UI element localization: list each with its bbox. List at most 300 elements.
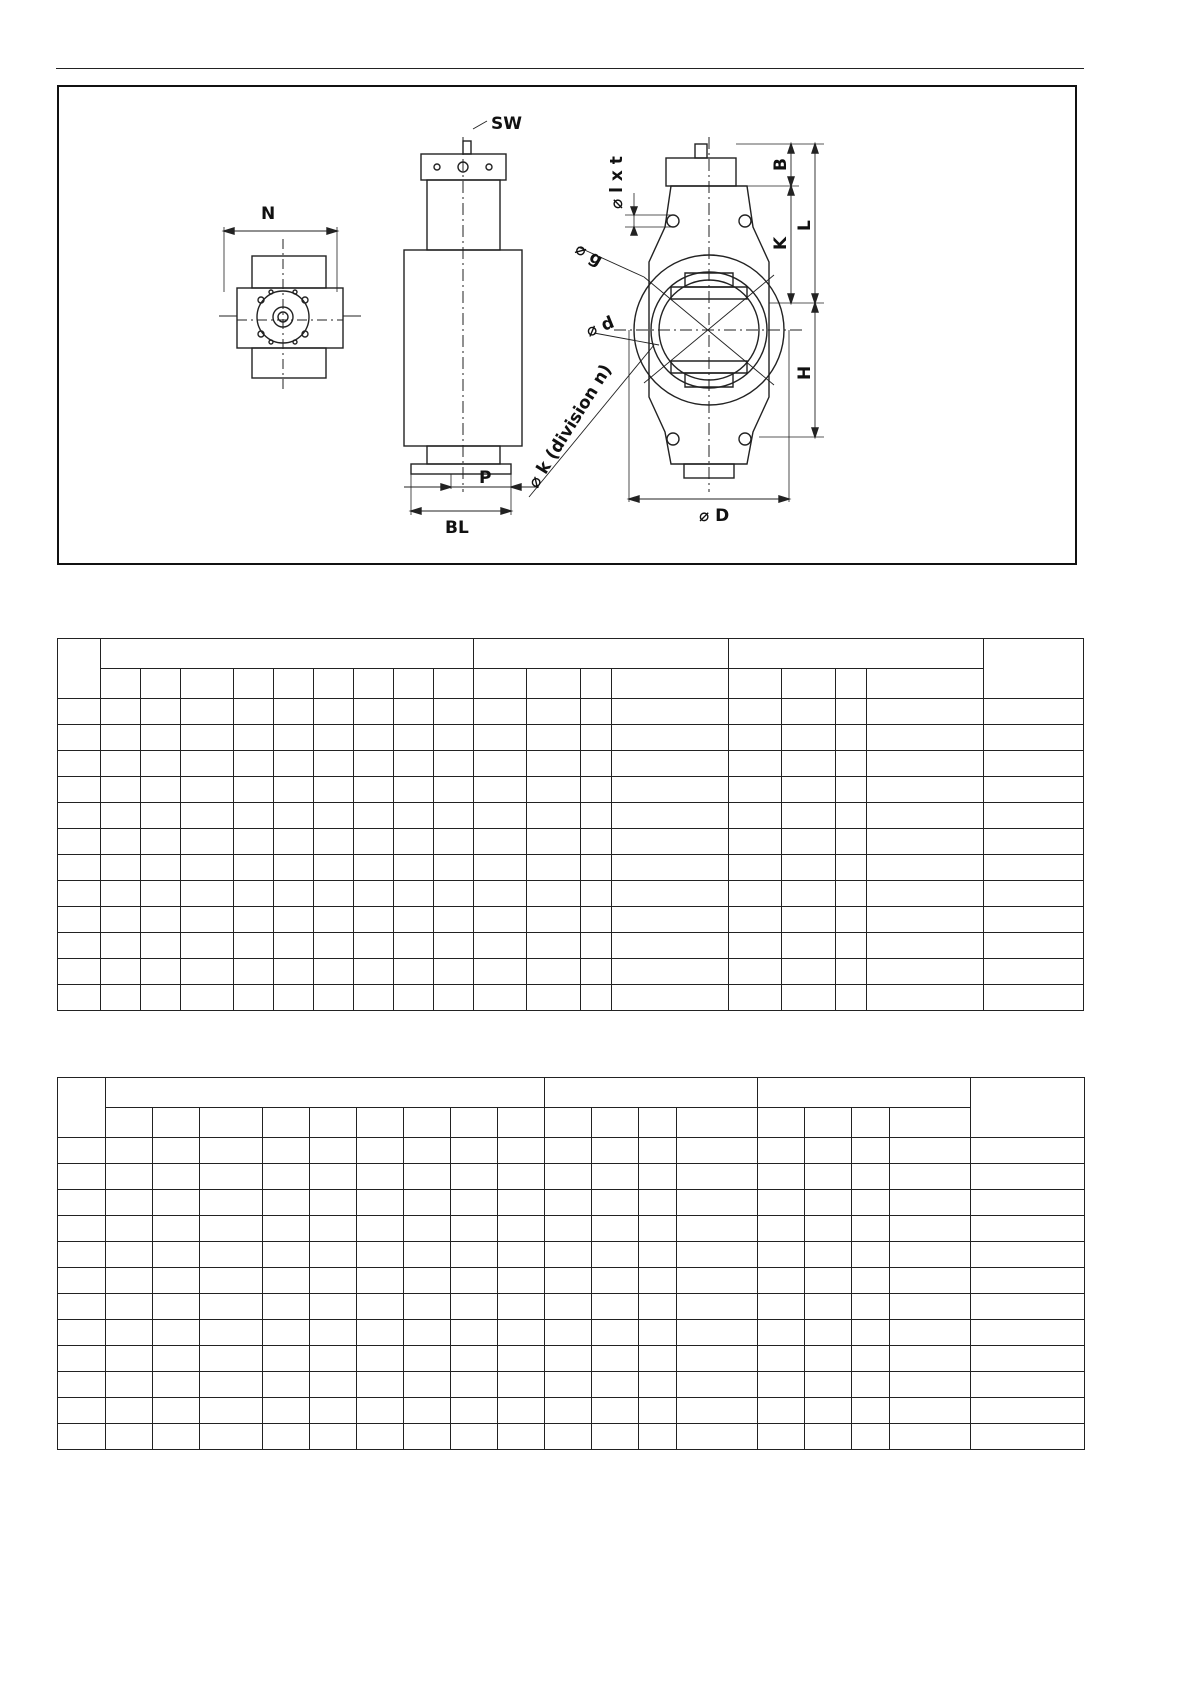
dim-label-bl: BL xyxy=(445,518,469,538)
table-cell xyxy=(592,1424,639,1450)
table-cell xyxy=(141,855,181,881)
table-cell xyxy=(639,1216,677,1242)
table-cell xyxy=(451,1242,498,1268)
table-cell xyxy=(434,777,474,803)
header-cell xyxy=(101,669,141,699)
table-cell xyxy=(527,907,581,933)
table-cell xyxy=(545,1164,592,1190)
table-cell xyxy=(805,1424,852,1450)
header-cell xyxy=(474,669,527,699)
table-cell xyxy=(782,777,836,803)
table-cell xyxy=(200,1268,263,1294)
table-cell xyxy=(984,751,1084,777)
table-cell xyxy=(890,1346,971,1372)
table-cell xyxy=(310,1138,357,1164)
table-cell xyxy=(581,933,612,959)
table-cell xyxy=(867,959,984,985)
table-cell xyxy=(498,1190,545,1216)
table-cell xyxy=(354,803,394,829)
table-cell xyxy=(200,1216,263,1242)
dim-label-n: N xyxy=(261,204,276,224)
table-cell xyxy=(58,1268,106,1294)
table-cell xyxy=(677,1190,758,1216)
table-row xyxy=(58,959,1084,985)
table-cell xyxy=(58,881,101,907)
table-cell xyxy=(984,699,1084,725)
header-cell xyxy=(58,1078,106,1138)
table-cell xyxy=(101,829,141,855)
table-cell xyxy=(677,1164,758,1190)
table-cell xyxy=(234,803,274,829)
table-cell xyxy=(310,1294,357,1320)
table-cell xyxy=(58,985,101,1011)
table-cell xyxy=(498,1164,545,1190)
table-cell xyxy=(890,1372,971,1398)
table-cell xyxy=(234,881,274,907)
table-cell xyxy=(867,725,984,751)
table-cell xyxy=(263,1164,310,1190)
table-cell xyxy=(314,855,354,881)
table-cell xyxy=(274,881,314,907)
table-cell xyxy=(153,1268,200,1294)
table-cell xyxy=(474,803,527,829)
table-cell xyxy=(984,855,1084,881)
table-cell xyxy=(498,1372,545,1398)
table-cell xyxy=(805,1268,852,1294)
table-cell xyxy=(274,907,314,933)
table-cell xyxy=(836,699,867,725)
table-cell xyxy=(106,1164,153,1190)
table-cell xyxy=(729,699,782,725)
table-cell xyxy=(153,1190,200,1216)
table-cell xyxy=(106,1138,153,1164)
table-cell xyxy=(354,777,394,803)
table-cell xyxy=(451,1268,498,1294)
table-cell xyxy=(357,1398,404,1424)
middle-view xyxy=(404,121,539,515)
table-cell xyxy=(971,1320,1085,1346)
header-group-cell xyxy=(545,1078,758,1108)
table-cell xyxy=(971,1294,1085,1320)
table-cell xyxy=(890,1164,971,1190)
table-cell xyxy=(354,699,394,725)
header-cell xyxy=(527,669,581,699)
table-cell xyxy=(592,1398,639,1424)
table-cell xyxy=(58,803,101,829)
table-cell xyxy=(527,803,581,829)
table-cell xyxy=(274,699,314,725)
table-cell xyxy=(852,1242,890,1268)
table-cell xyxy=(545,1320,592,1346)
table-cell xyxy=(314,985,354,1011)
table-cell xyxy=(394,803,434,829)
table-cell xyxy=(106,1216,153,1242)
table-cell xyxy=(274,777,314,803)
table-cell xyxy=(314,751,354,777)
table-cell xyxy=(234,777,274,803)
table-cell xyxy=(234,959,274,985)
table-cell xyxy=(729,933,782,959)
table-row xyxy=(58,829,1084,855)
table-cell xyxy=(474,985,527,1011)
table-cell xyxy=(394,907,434,933)
table-row xyxy=(58,1138,1085,1164)
dim-label-k: K xyxy=(771,236,791,250)
dim-label-d-small: ⌀ d xyxy=(583,312,618,342)
header-cell xyxy=(852,1108,890,1138)
table-cell xyxy=(153,1320,200,1346)
table-cell xyxy=(581,803,612,829)
table-cell xyxy=(890,1242,971,1268)
table-cell xyxy=(451,1294,498,1320)
table-cell xyxy=(274,855,314,881)
table-cell xyxy=(758,1294,805,1320)
table-cell xyxy=(357,1138,404,1164)
table-cell xyxy=(106,1294,153,1320)
table-cell xyxy=(984,985,1084,1011)
table-cell xyxy=(101,907,141,933)
table-cell xyxy=(581,855,612,881)
header-cell xyxy=(434,669,474,699)
table-cell xyxy=(867,777,984,803)
table-cell xyxy=(263,1294,310,1320)
table-cell xyxy=(474,777,527,803)
table-row xyxy=(58,1424,1085,1450)
table-cell xyxy=(314,829,354,855)
table-cell xyxy=(758,1320,805,1346)
header-cell xyxy=(677,1108,758,1138)
table-cell xyxy=(394,985,434,1011)
table-cell xyxy=(58,1320,106,1346)
header-cell xyxy=(354,669,394,699)
dim-label-lxt: ⌀ l x t xyxy=(607,156,627,209)
table-cell xyxy=(354,959,394,985)
table-cell xyxy=(474,907,527,933)
table-cell xyxy=(836,777,867,803)
table-cell xyxy=(58,1242,106,1268)
table-cell xyxy=(234,933,274,959)
table-cell xyxy=(58,1424,106,1450)
table-cell xyxy=(592,1242,639,1268)
table-cell xyxy=(404,1372,451,1398)
table-cell xyxy=(639,1372,677,1398)
table-row xyxy=(58,803,1084,829)
table-cell xyxy=(527,985,581,1011)
table-cell xyxy=(498,1268,545,1294)
table-cell xyxy=(592,1216,639,1242)
table-cell xyxy=(451,1138,498,1164)
table-cell xyxy=(612,803,729,829)
table-cell xyxy=(234,699,274,725)
table-cell xyxy=(404,1424,451,1450)
table-cell xyxy=(101,751,141,777)
table-cell xyxy=(394,699,434,725)
table-cell xyxy=(153,1164,200,1190)
table-cell xyxy=(592,1268,639,1294)
table-cell xyxy=(153,1294,200,1320)
header-cell xyxy=(451,1108,498,1138)
table-cell xyxy=(758,1138,805,1164)
table-cell xyxy=(141,985,181,1011)
table-cell xyxy=(404,1190,451,1216)
left-view xyxy=(219,227,361,389)
table-cell xyxy=(434,725,474,751)
table-cell xyxy=(581,959,612,985)
header-cell xyxy=(310,1108,357,1138)
table-cell xyxy=(310,1242,357,1268)
table-cell xyxy=(677,1268,758,1294)
table-cell xyxy=(545,1372,592,1398)
table-cell xyxy=(805,1294,852,1320)
table-cell xyxy=(263,1242,310,1268)
table-cell xyxy=(310,1424,357,1450)
table-cell xyxy=(141,777,181,803)
table-cell xyxy=(612,855,729,881)
table-cell xyxy=(581,985,612,1011)
table-cell xyxy=(101,933,141,959)
header-cell xyxy=(404,1108,451,1138)
table-cell xyxy=(394,855,434,881)
header-group-cell xyxy=(101,639,474,669)
table-cell xyxy=(971,1138,1085,1164)
table-cell xyxy=(181,881,234,907)
table-cell xyxy=(836,725,867,751)
technical-drawing-frame xyxy=(57,85,1077,565)
table-cell xyxy=(354,881,394,907)
table-cell xyxy=(404,1242,451,1268)
table-cell xyxy=(314,725,354,751)
table-cell xyxy=(836,985,867,1011)
table-cell xyxy=(394,777,434,803)
table-cell xyxy=(805,1190,852,1216)
table-cell xyxy=(451,1372,498,1398)
table-row xyxy=(58,699,1084,725)
header-cell xyxy=(867,669,984,699)
table-cell xyxy=(274,985,314,1011)
table-cell xyxy=(984,777,1084,803)
table-cell xyxy=(263,1190,310,1216)
table-cell xyxy=(971,1346,1085,1372)
table-cell xyxy=(58,1216,106,1242)
table-cell xyxy=(451,1216,498,1242)
table-cell xyxy=(498,1216,545,1242)
dim-label-l: L xyxy=(795,220,815,231)
table-cell xyxy=(890,1320,971,1346)
table-cell xyxy=(153,1398,200,1424)
table-cell xyxy=(984,907,1084,933)
table-cell xyxy=(836,751,867,777)
table-cell xyxy=(451,1164,498,1190)
table-cell xyxy=(545,1398,592,1424)
table-cell xyxy=(474,725,527,751)
table-cell xyxy=(612,881,729,907)
table-cell xyxy=(153,1346,200,1372)
table-cell xyxy=(263,1424,310,1450)
table-cell xyxy=(782,855,836,881)
table-cell xyxy=(274,725,314,751)
table-cell xyxy=(200,1320,263,1346)
table-cell xyxy=(58,1190,106,1216)
table-cell xyxy=(310,1372,357,1398)
table-cell xyxy=(58,933,101,959)
table-cell xyxy=(984,959,1084,985)
header-cell xyxy=(592,1108,639,1138)
table-cell xyxy=(639,1190,677,1216)
table-cell xyxy=(141,907,181,933)
table-cell xyxy=(984,829,1084,855)
table-cell xyxy=(58,1398,106,1424)
table-cell xyxy=(474,959,527,985)
table-cell xyxy=(474,751,527,777)
table-cell xyxy=(434,959,474,985)
table-cell xyxy=(354,907,394,933)
table-cell xyxy=(545,1294,592,1320)
table-cell xyxy=(729,907,782,933)
table-cell xyxy=(200,1164,263,1190)
table-cell xyxy=(451,1398,498,1424)
table-cell xyxy=(141,881,181,907)
table-cell xyxy=(852,1216,890,1242)
table-cell xyxy=(234,855,274,881)
table-cell xyxy=(354,985,394,1011)
table-cell xyxy=(310,1190,357,1216)
table-cell xyxy=(451,1424,498,1450)
table-cell xyxy=(612,907,729,933)
table-cell xyxy=(354,933,394,959)
table-cell xyxy=(852,1138,890,1164)
dim-label-g: ⌀ g xyxy=(571,239,607,271)
table-cell xyxy=(263,1268,310,1294)
table-cell xyxy=(984,725,1084,751)
table-row xyxy=(58,1372,1085,1398)
table-row xyxy=(58,1242,1085,1268)
table-cell xyxy=(357,1294,404,1320)
table-cell xyxy=(867,751,984,777)
table-cell xyxy=(782,725,836,751)
table-cell xyxy=(498,1398,545,1424)
table-row xyxy=(58,751,1084,777)
table-cell xyxy=(836,855,867,881)
table-cell xyxy=(545,1424,592,1450)
table-row xyxy=(58,1164,1085,1190)
table-cell xyxy=(263,1346,310,1372)
table-cell xyxy=(474,699,527,725)
table-cell xyxy=(394,725,434,751)
header-cell xyxy=(200,1108,263,1138)
header-cell xyxy=(836,669,867,699)
table-cell xyxy=(394,933,434,959)
header-cell xyxy=(805,1108,852,1138)
table-cell xyxy=(58,829,101,855)
table-cell xyxy=(639,1294,677,1320)
table-cell xyxy=(58,959,101,985)
table-cell xyxy=(890,1398,971,1424)
table-cell xyxy=(314,777,354,803)
table-cell xyxy=(357,1190,404,1216)
table-cell xyxy=(867,881,984,907)
table-cell xyxy=(836,803,867,829)
table-cell xyxy=(852,1164,890,1190)
table-cell xyxy=(153,1242,200,1268)
table-cell xyxy=(729,803,782,829)
table-cell xyxy=(474,933,527,959)
table-cell xyxy=(498,1294,545,1320)
table-cell xyxy=(527,777,581,803)
table-cell xyxy=(758,1398,805,1424)
header-cell xyxy=(581,669,612,699)
table-cell xyxy=(200,1138,263,1164)
table-cell xyxy=(181,829,234,855)
table-cell xyxy=(58,1372,106,1398)
table-cell xyxy=(782,985,836,1011)
table-cell xyxy=(181,699,234,725)
table-cell xyxy=(729,855,782,881)
table-row xyxy=(58,985,1084,1011)
table-cell xyxy=(581,725,612,751)
table-cell xyxy=(434,803,474,829)
table-cell xyxy=(612,777,729,803)
table-cell xyxy=(101,803,141,829)
table-cell xyxy=(263,1372,310,1398)
table-cell xyxy=(852,1346,890,1372)
header-cell xyxy=(357,1108,404,1138)
table-cell xyxy=(474,855,527,881)
table-cell xyxy=(394,751,434,777)
table-cell xyxy=(592,1320,639,1346)
table-cell xyxy=(101,855,141,881)
table-cell xyxy=(612,829,729,855)
table-cell xyxy=(805,1372,852,1398)
table-cell xyxy=(106,1268,153,1294)
table-cell xyxy=(263,1138,310,1164)
top-rule xyxy=(56,68,1084,69)
header-cell xyxy=(971,1078,1085,1138)
table-cell xyxy=(274,829,314,855)
table-cell xyxy=(181,725,234,751)
table-cell xyxy=(234,751,274,777)
table-cell xyxy=(677,1398,758,1424)
table-cell xyxy=(263,1320,310,1346)
table-cell xyxy=(314,699,354,725)
table-cell xyxy=(200,1398,263,1424)
table-cell xyxy=(404,1294,451,1320)
header-cell xyxy=(758,1108,805,1138)
table-cell xyxy=(890,1294,971,1320)
table-cell xyxy=(592,1294,639,1320)
table-cell xyxy=(527,725,581,751)
table-cell xyxy=(101,699,141,725)
header-cell xyxy=(274,669,314,699)
table-cell xyxy=(106,1346,153,1372)
table-cell xyxy=(592,1346,639,1372)
table-cell xyxy=(890,1268,971,1294)
table-cell xyxy=(612,959,729,985)
table-cell xyxy=(404,1138,451,1164)
table-cell xyxy=(404,1398,451,1424)
table-cell xyxy=(971,1242,1085,1268)
table-cell xyxy=(141,959,181,985)
table-cell xyxy=(141,725,181,751)
table-cell xyxy=(677,1320,758,1346)
table-cell xyxy=(677,1216,758,1242)
table-cell xyxy=(106,1424,153,1450)
header-cell xyxy=(141,669,181,699)
table-cell xyxy=(274,803,314,829)
table-1-body xyxy=(58,699,1084,1011)
table-cell xyxy=(782,881,836,907)
table-cell xyxy=(181,751,234,777)
table-row xyxy=(58,1346,1085,1372)
